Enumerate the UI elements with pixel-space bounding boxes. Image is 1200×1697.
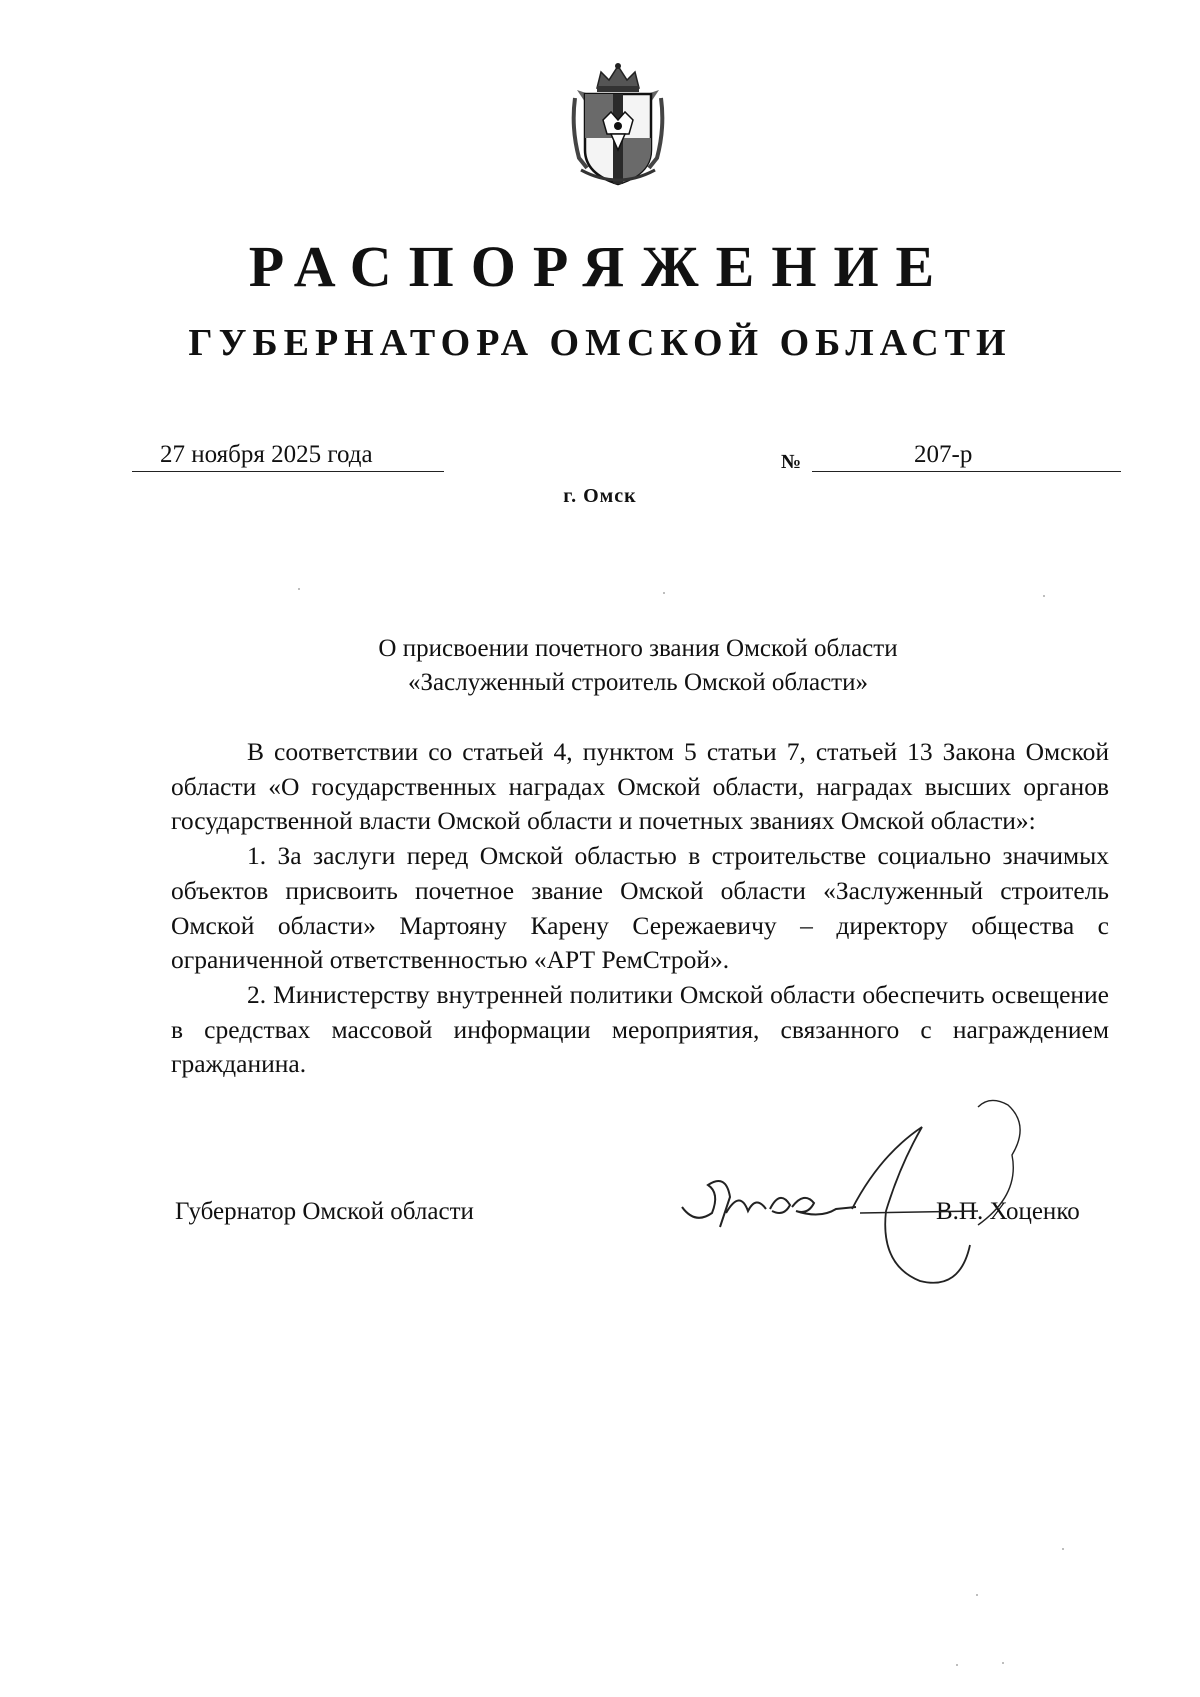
signatory-name: В.П. Хоценко [936, 1198, 1080, 1225]
document-issuer: ГУБЕРНАТОРА ОМСКОЙ ОБЛАСТИ [188, 322, 1012, 364]
document-subject [170, 632, 1106, 700]
body-item-1: 1. За заслуги перед Омской областью в строительстве социально значимых объектов присвоить почетное звание Омской области «Заслуженный строитель Омской области» Мартояну Карену Сережаевичу – директору общества с ограниченной ответственностью «АРТ РемСтрой». [171, 841, 1109, 975]
date-field [132, 443, 444, 472]
subject-line-2: «Заслуженный строитель Омской области» [408, 669, 868, 696]
handwritten-signature [660, 1085, 1090, 1300]
subject-line-1: О присвоении почетного звания Омской области [378, 635, 898, 662]
document-city: г. Омск [563, 485, 637, 507]
number-sign: № [781, 451, 802, 473]
coat-of-arms-icon [567, 58, 669, 188]
body-item-2: 2. Министерству внутренней политики Омской области обеспечить освещение в средствах массовой информации мероприятия, связанного с награждением гражданина. [171, 979, 1109, 1079]
document-date: 27 ноября 2025 года [160, 441, 373, 468]
signatory-position: Губернатор Омской области [175, 1198, 474, 1225]
document-number: 207-р [914, 441, 973, 468]
number-field [812, 443, 1121, 472]
body-preamble: В соответствии со статьей 4, пунктом 5 статьи 7, статьей 13 Закона Омской области «О государственных наградах Омской области, наградах высших органов государственной власти Омской области и почетных званиях Омской области»: [171, 737, 1109, 836]
document-type-title: РАСПОРЯЖЕНИЕ [248, 234, 952, 299]
document-body [171, 735, 1109, 1082]
